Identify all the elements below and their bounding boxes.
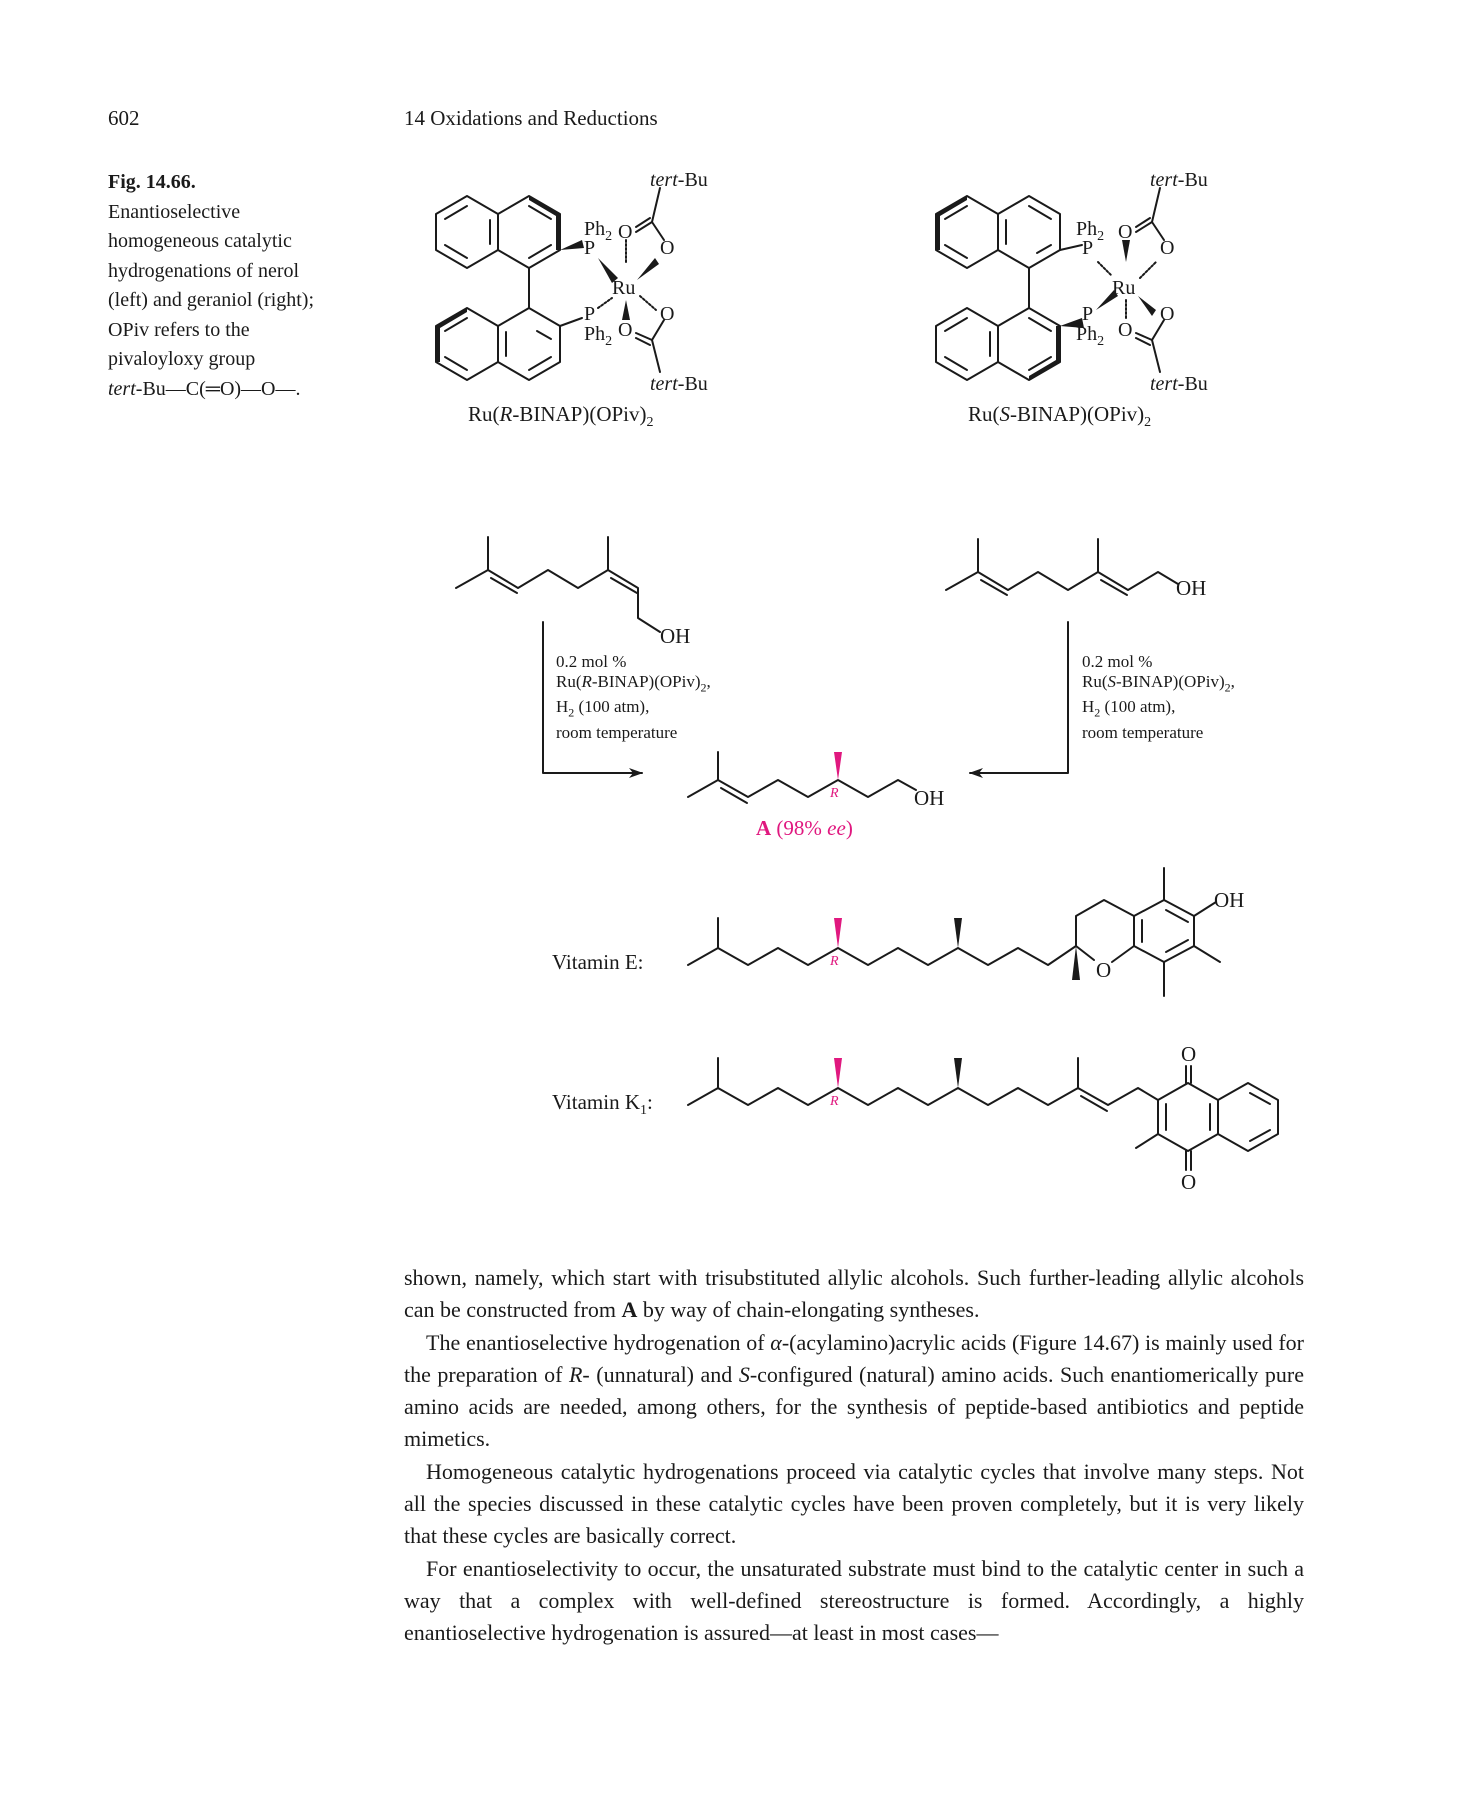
nerol-oh-label: OH: [660, 624, 691, 648]
subscript: 1: [639, 1103, 647, 1119]
phosphorus-label: P: [1082, 303, 1094, 325]
stereo-descriptor: S: [999, 402, 1010, 426]
subscript: 2: [646, 415, 654, 431]
text: Ru(: [1082, 672, 1108, 691]
oxygen-label: O: [1118, 319, 1133, 341]
tert-bu-label: tert-Bu: [650, 373, 708, 395]
stereo-descriptor: S: [738, 1361, 750, 1387]
tert-bu-label: tert-Bu: [1150, 373, 1208, 395]
oxygen-label: O: [660, 237, 675, 259]
text: ,: [1230, 672, 1235, 691]
text: Vitamin K: [552, 1090, 640, 1114]
conditions-line: [556, 672, 711, 697]
ruthenium-label: Ru: [612, 277, 636, 299]
oxygen-label: O: [618, 221, 633, 243]
vitamin-k1-label: [552, 1090, 653, 1119]
paragraph: Homogeneous catalytic hydrogenations proceed via catalytic cycles that involve many steps. Not all the species discussed in these catalytic cycles have been proven completely, but it is very likely that these cycles are basically correct.: [404, 1458, 1304, 1549]
ph2-label: $Ph_2$: [584, 323, 613, 349]
text: by way of chain-elongating syntheses.: [637, 1297, 980, 1323]
text: (100 atm),: [1100, 697, 1176, 717]
vitamin-k1-carbonyl-oxygen-top: O: [1181, 1042, 1197, 1066]
nerol-structure: [456, 537, 660, 632]
geraniol-structure: [946, 539, 1178, 595]
paragraph: [404, 1327, 1304, 1456]
text: Ru(: [556, 672, 582, 691]
text: α: [770, 1329, 782, 1355]
vitamin-k1-carbonyl-oxygen-bottom: O: [1181, 1170, 1197, 1194]
paragraph: For enantioselectivity to occur, the unsaturated substrate must bind to the catalytic center in such a way that a complex with well-defined stereostructure is formed. Accordingly, a highly enantioselective hydrogenation is assured—at least in most cases—: [404, 1555, 1304, 1646]
text: -BINAP)(OPiv): [591, 672, 701, 691]
text: - (unnatural) and: [582, 1361, 739, 1387]
page-number: 602: [108, 106, 140, 130]
phosphorus-label: P: [584, 237, 596, 259]
oxygen-label: O: [1118, 221, 1133, 243]
stereo-descriptor: R: [568, 1361, 583, 1387]
product-label: [756, 816, 853, 841]
text: -BINAP)(OPiv): [1116, 672, 1225, 691]
compound-label: A: [756, 816, 772, 840]
ph2-label: $Ph_2$: [1076, 323, 1105, 349]
conditions-line: room temperature: [1082, 722, 1204, 742]
oxygen-label: O: [1160, 237, 1175, 259]
text: (100 atm),: [574, 697, 650, 717]
text: H: [556, 697, 569, 717]
arrow-right: [970, 622, 1068, 773]
catalyst-name-part: -BINAP)(OPiv): [512, 402, 647, 426]
conditions-line: 0.2 mol %: [556, 652, 627, 671]
vitamin-k1-stereo-label: R: [830, 1094, 839, 1109]
ph2-label: $Ph_2$: [584, 218, 613, 244]
conditions-line: [556, 697, 711, 722]
product-a-structure: [688, 752, 916, 803]
oxygen-label: O: [618, 319, 633, 341]
subscript: 2: [1094, 705, 1101, 720]
subscript: 2: [568, 705, 575, 720]
caption-formula: -Bu—C(═O)—O—.: [135, 377, 301, 400]
caption-line: OPiv refers to the: [108, 318, 250, 341]
text: -configured (natural) amino acids. Such enantiomerically pure amino acids are needed, among others, for the synthesis of peptide-based antibiotics and peptide mimetics.: [404, 1361, 1304, 1452]
text: H: [1082, 697, 1095, 717]
vitamin-e-structure: [688, 868, 1220, 996]
oxygen-label: O: [1160, 303, 1175, 325]
catalyst-name-part: -BINAP)(OPiv): [1010, 402, 1145, 426]
caption-formula-italic: tert: [108, 377, 136, 400]
text: :: [646, 1090, 653, 1114]
catalyst-left-name: [468, 402, 654, 431]
geraniol-oh-label: OH: [1176, 576, 1207, 600]
tert-bu-label: tert-Bu: [650, 169, 708, 191]
vitamin-e-stereo-label: R: [830, 954, 839, 969]
subscript: 2: [700, 680, 707, 695]
product-oh-label: OH: [914, 786, 945, 810]
phosphorus-label: P: [1082, 237, 1094, 259]
ruthenium-label: Ru: [1112, 277, 1136, 299]
product-stereo-label: R: [830, 786, 839, 801]
caption-line: hydrogenations of nerol: [108, 259, 300, 282]
conditions-line: room temperature: [556, 722, 678, 742]
subscript: 2: [1144, 415, 1152, 431]
vitamin-k1-structure: [688, 1058, 1278, 1170]
catalyst-name-part: Ru(: [968, 402, 1000, 426]
ph2-label: $Ph_2$: [1076, 218, 1105, 244]
text: ,: [706, 672, 711, 691]
oxygen-label: O: [660, 303, 675, 325]
running-header: 14 Oxidations and Reductions: [404, 106, 658, 130]
figure-label: Fig. 14.66.: [108, 171, 196, 193]
tert-bu-label: tert-Bu: [1150, 169, 1208, 191]
phosphorus-label: P: [584, 303, 596, 325]
caption-line: pivaloyloxy group: [108, 348, 256, 370]
caption-line: homogeneous catalytic: [108, 230, 292, 252]
conditions-left: [556, 652, 711, 743]
vitamin-e-ring-oxygen: O: [1096, 958, 1112, 982]
subscript: 2: [1224, 680, 1231, 695]
stereo-descriptor: R: [581, 672, 592, 691]
body-text: [404, 1262, 1304, 1650]
conditions-line: 0.2 mol %: [1082, 652, 1153, 671]
text: shown, namely, which start with trisubstituted allylic alcohols. Such further-leading allylic alcohols can be constructed from: [404, 1265, 1304, 1323]
caption-line: Enantioselective: [108, 200, 241, 223]
catalyst-right-name: [968, 402, 1151, 431]
text: -(acylamino)acrylic acids (Figure 14.67) is mainly used for the preparation of: [404, 1329, 1304, 1387]
vitamin-e-oh-label: OH: [1214, 888, 1245, 912]
stereo-descriptor: R: [499, 402, 513, 426]
text: ): [845, 816, 853, 840]
conditions-right: [1082, 652, 1235, 743]
catalyst-name-part: Ru(: [468, 402, 500, 426]
stereo-descriptor: S: [1107, 672, 1116, 691]
text: The enantioselective hydrogenation of: [426, 1329, 771, 1355]
vitamin-e-label: Vitamin E:: [552, 950, 644, 974]
caption-line: (left) and geraniol (right);: [108, 289, 315, 311]
compound-reference: A: [621, 1297, 638, 1323]
conditions-line: [1082, 672, 1235, 697]
text: (98%: [771, 816, 828, 840]
paragraph: [404, 1262, 1304, 1327]
conditions-line: [1082, 697, 1235, 722]
text: ee: [827, 816, 846, 840]
